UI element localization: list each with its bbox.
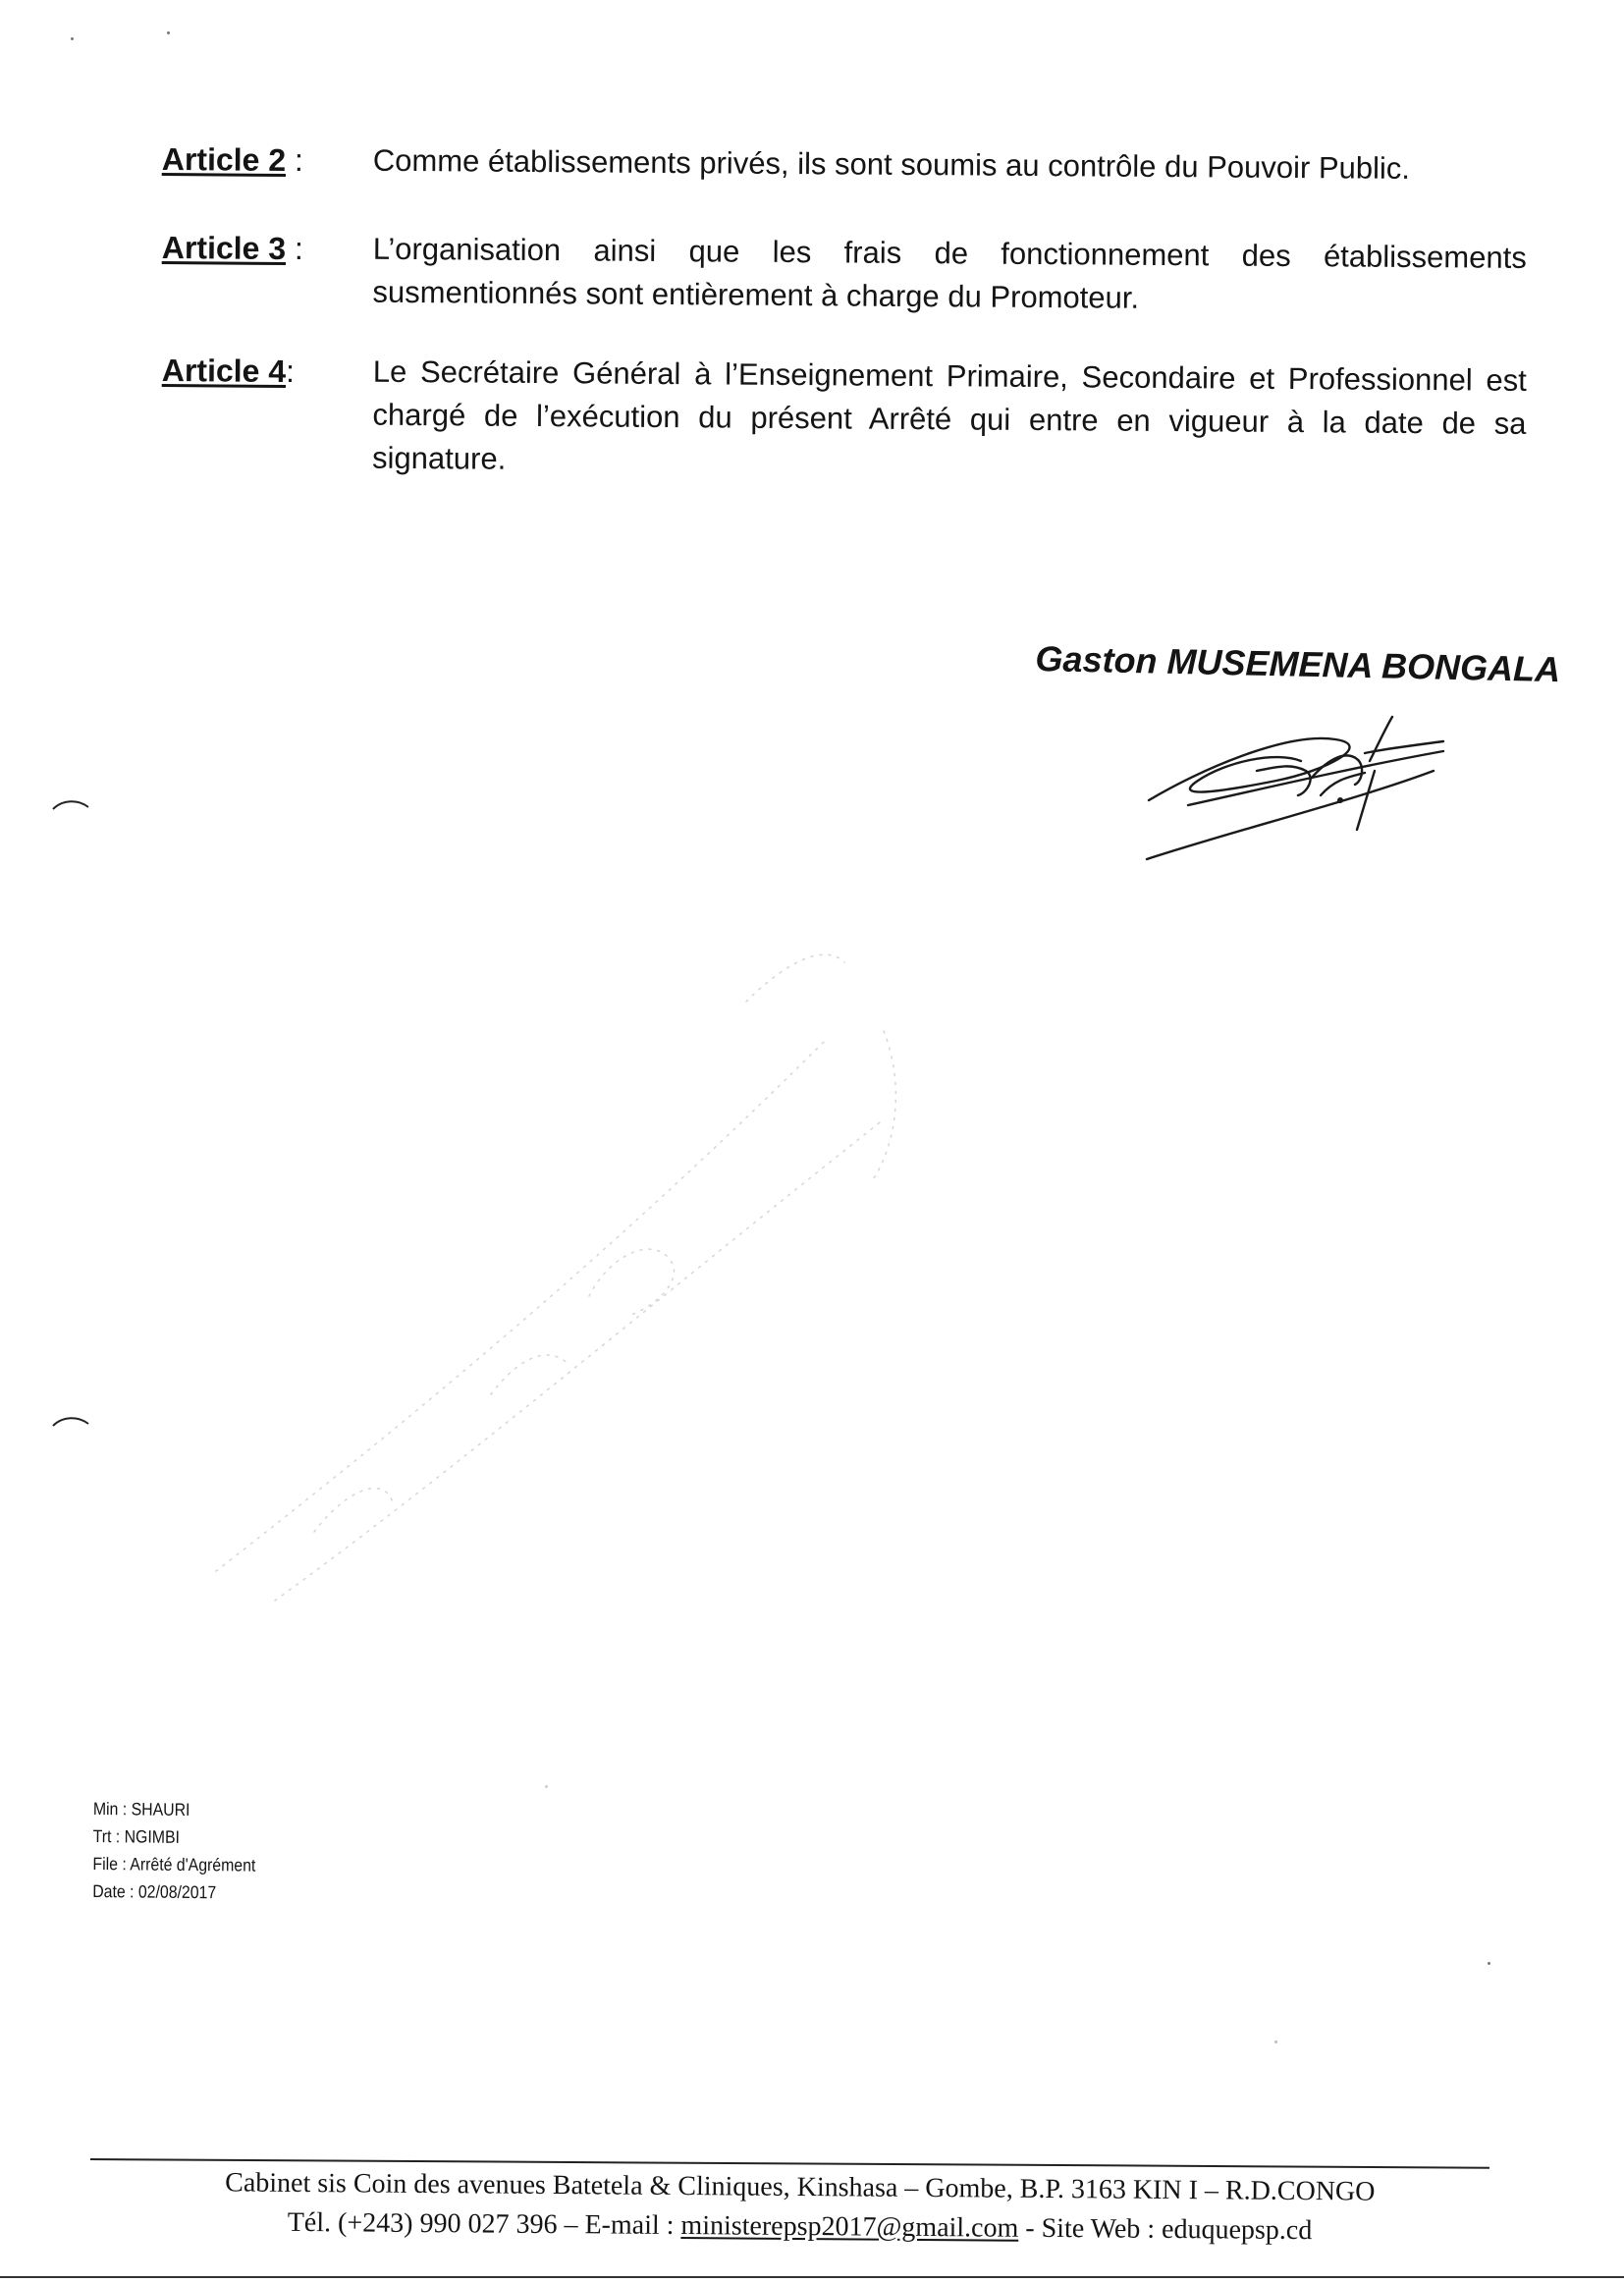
article-2-text: Comme établissements privés, ils sont soumis au contrôle du Pouvoir Public. xyxy=(372,142,1411,186)
footer xyxy=(146,2163,1453,2252)
article-2 xyxy=(162,137,1527,191)
signatory-name xyxy=(1035,638,1560,690)
article-4-text: Le Secrétaire Général à l’Enseignement Primaire, Secondaire et Professionnel est chargé de l’exécution du présent Arrêté qui entre en vigueur à la date de sa signature. xyxy=(371,353,1527,476)
signatory-last-name: MUSEMENA BONGALA xyxy=(1166,640,1561,690)
article-2-separator: : xyxy=(285,141,304,179)
bottom-edge-rule xyxy=(0,2276,1624,2278)
ref-date: Date : 02/08/2017 xyxy=(92,1880,217,1903)
article-4-separator: : xyxy=(285,353,296,390)
article-4-heading xyxy=(161,349,373,480)
handwritten-signature xyxy=(1129,702,1483,869)
footer-site: eduquepsp.cd xyxy=(1161,2213,1313,2247)
footer-address: Cabinet sis Coin des avenues Batetela & Cliniques, Kinshasa – Gombe, B.P. 3163 KIN I – R.D.CONGO xyxy=(225,2167,1376,2207)
reference-block xyxy=(92,1795,256,1907)
article-3-label: Article 3 xyxy=(161,229,287,266)
signatory-first-name: Gaston xyxy=(1035,638,1158,681)
ref-min: Min : SHAURI xyxy=(92,1798,190,1820)
footer-tel: Tél. (+243) 990 027 396 – E-mail : xyxy=(287,2206,681,2242)
article-3 xyxy=(161,226,1527,323)
footer-email-link[interactable]: ministerepsp2017@gmail.com xyxy=(680,2210,1019,2244)
article-2-heading xyxy=(162,137,373,183)
faint-stamp-trace xyxy=(196,884,1129,1650)
footer-site-prefix: - Site Web : xyxy=(1018,2212,1163,2245)
article-2-label: Article 2 xyxy=(161,140,287,178)
article-3-separator: : xyxy=(285,230,304,267)
article-3-heading xyxy=(161,226,373,314)
ref-trt: Trt : NGIMBI xyxy=(92,1825,181,1847)
ref-file: File : Arrêté d'Agrément xyxy=(92,1853,256,1875)
punch-mark-lower xyxy=(51,1414,90,1430)
article-4 xyxy=(161,349,1527,489)
punch-mark-upper xyxy=(51,797,90,813)
article-4-label: Article 4 xyxy=(161,352,287,389)
article-3-text: L’organisation ainsi que les frais de fonctionnement des établissements susmentionnés sont entièrement à charge du Promoteur. xyxy=(372,231,1527,315)
